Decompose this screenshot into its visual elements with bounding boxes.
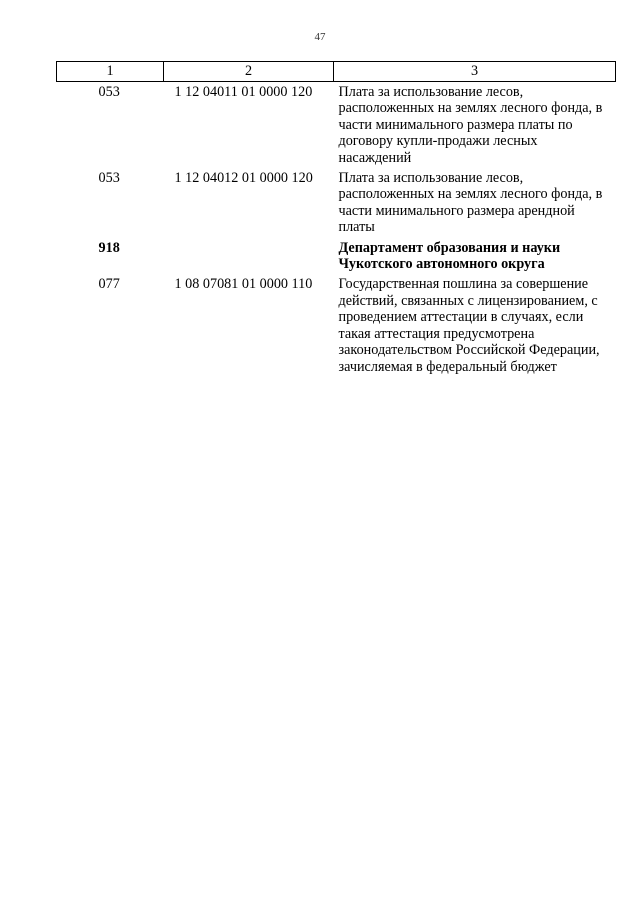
revenue-codes-table (56, 61, 616, 375)
table-header (57, 62, 616, 82)
revenue-name-cell: Государственная пошлина за совершение действий, связанных с лицензированием, с проведением аттестации в случаях, если такая аттестация предусмотрена законодательством Российской Федерации, зачисляемая в федеральный бюджет (338, 276, 600, 375)
page-number: 47 (314, 31, 326, 43)
revenue-code-cell (164, 236, 334, 273)
admin-code-cell: 053 (98, 170, 120, 187)
column-header-3: 3 (334, 62, 616, 82)
department-code-cell: 918 (98, 239, 120, 256)
column-header-2: 2 (164, 62, 334, 82)
table-row (57, 272, 616, 374)
department-name-cell: Департамент образования и науки Чукотского автономного округа (338, 239, 561, 273)
revenue-code-cell: 1 12 04011 01 0000 120 (174, 84, 313, 100)
column-header-1: 1 (57, 62, 164, 82)
admin-code-cell: 053 (98, 84, 120, 100)
table-row (57, 82, 616, 167)
revenue-code-cell: 1 12 04012 01 0000 120 (174, 170, 313, 187)
admin-code-cell: 077 (98, 276, 120, 293)
revenue-name-cell: Плата за использование лесов, расположенных на землях лесного фонда, в части минимального размера платы по договору купли-продажи лесных насаждений (338, 84, 603, 166)
table-body (57, 82, 616, 375)
header-row (57, 62, 616, 82)
revenue-code-cell: 1 08 07081 01 0000 110 (174, 276, 313, 293)
revenue-name-cell: Плата за использование лесов, расположенных на землях лесного фонда, в части минимального размера арендной платы (338, 170, 603, 236)
table-row (57, 166, 616, 236)
department-heading-row (57, 236, 616, 273)
